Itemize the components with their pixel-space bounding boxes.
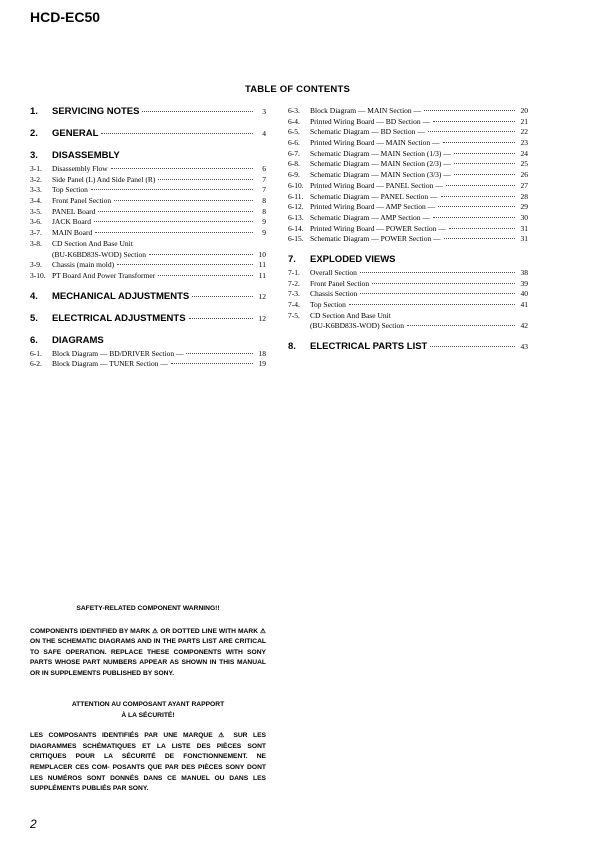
leader-dots	[443, 142, 515, 143]
entry-number: 3-4.	[30, 196, 42, 206]
toc-entry[interactable]	[288, 321, 528, 332]
entry-page: 7	[262, 185, 266, 195]
entry-page: 18	[258, 348, 266, 358]
page-number: 2	[30, 817, 37, 831]
entry-number: 6-14.	[288, 223, 304, 233]
entry-title: JACK Board	[52, 217, 91, 227]
entry-title: MAIN Board	[52, 228, 93, 238]
entry-title: Side Panel (L) And Side Panel (R)	[52, 174, 156, 184]
entry-page: 9	[262, 228, 266, 238]
toc-entry[interactable]	[288, 289, 528, 300]
entry-page: 28	[520, 191, 528, 201]
leader-dots	[158, 275, 253, 276]
leader-dots	[117, 264, 253, 265]
spacer	[288, 245, 528, 254]
toc-entry[interactable]	[288, 279, 528, 290]
leader-dots	[186, 353, 253, 354]
toc-entry[interactable]	[288, 192, 528, 203]
entry-title: Schematic Diagram — MAIN Section (2/3) —	[310, 159, 451, 169]
entry-number: 3-10.	[30, 270, 46, 280]
toc-entry[interactable]	[288, 170, 528, 181]
entry-number: 3.	[30, 150, 38, 161]
entry-page: 8	[262, 196, 266, 206]
entry-title: ELECTRICAL PARTS LIST	[310, 341, 428, 353]
entry-page: 3	[262, 107, 266, 116]
toc-entry[interactable]	[288, 202, 528, 213]
leader-dots	[94, 221, 253, 222]
leader-dots	[349, 304, 515, 305]
leader-dots	[189, 318, 253, 319]
entry-number: 3-2.	[30, 174, 42, 184]
leader-dots	[441, 196, 515, 197]
entry-page: 19	[258, 359, 266, 369]
entry-title: Schematic Diagram — MAIN Section (1/3) —	[310, 148, 451, 158]
leader-dots	[424, 110, 515, 111]
entry-page: 11	[258, 270, 266, 280]
toc-entry[interactable]	[288, 159, 528, 170]
entry-title: Top Section	[310, 300, 346, 309]
entry-number: 6-10.	[288, 180, 304, 190]
entry-title: (BU-K6BD83S-WOD) Section	[52, 249, 146, 259]
entry-page: 9	[262, 217, 266, 227]
toc-section[interactable]	[30, 291, 266, 304]
entry-title: (BU-K6BD83S-WOD) Section	[310, 321, 404, 331]
entry-title: SERVICING NOTES	[52, 106, 140, 117]
entry-title: DISASSEMBLY	[52, 150, 120, 161]
toc-section[interactable]	[30, 150, 266, 163]
leader-dots	[101, 133, 253, 134]
entry-title: Front Panel Section	[52, 196, 112, 206]
entry-page: 8	[262, 206, 266, 216]
leader-dots	[98, 211, 253, 212]
toc-right-column	[288, 106, 528, 354]
entry-title: Printed Wiring Board — POWER Section —	[310, 223, 446, 233]
entry-number: 6-13.	[288, 212, 304, 222]
toc-entry[interactable]	[30, 164, 266, 175]
entry-page: 42	[520, 321, 528, 331]
entry-title: Printed Wiring Board — PANEL Section —	[310, 180, 443, 190]
entry-number: 3-9.	[30, 260, 42, 270]
toc-entry[interactable]	[30, 175, 266, 186]
entry-number: 7-2.	[288, 278, 300, 288]
safety-warning-french	[30, 700, 266, 795]
toc-section[interactable]	[30, 335, 266, 348]
leader-dots	[149, 254, 253, 255]
entry-number: 6-8.	[288, 159, 300, 169]
entry-title: Disassembly Flow	[52, 164, 108, 173]
toc-entry[interactable]	[30, 196, 266, 207]
entry-number: 6-15.	[288, 234, 304, 244]
entry-page: 38	[520, 267, 528, 277]
entry-page: 27	[520, 180, 528, 190]
spacer	[288, 332, 528, 341]
entry-title: MECHANICAL ADJUSTMENTS	[52, 290, 190, 302]
leader-dots	[446, 185, 515, 186]
entry-number: 3-8.	[30, 238, 42, 248]
entry-number: 7-1.	[288, 267, 300, 277]
entry-page: 43	[520, 342, 528, 352]
entry-number: 2.	[30, 128, 38, 139]
warning-heading-fr	[30, 700, 266, 721]
entry-page: 6	[262, 164, 266, 173]
entry-page: 30	[520, 212, 528, 222]
model-name: HCD-EC50	[30, 9, 101, 25]
entry-number: 1.	[30, 106, 38, 117]
entry-number: 6-3.	[288, 106, 300, 115]
warning-body: COMPONENTS IDENTIFIED BY MARK ⚠ OR DOTTED LINE WITH MARK ⚠ ON THE SCHEMATIC DIAGRAMS AND IN THE PARTS LIST ARE CRITICAL TO SAFE OPERATION. REPLACE THESE COMPONENTS WITH SONY PARTS WHOSE PART NUMBERS APPEAR AS SHOWN IN THIS MANUAL OR IN SUPPLEMENTS PUBLISHED BY SONY.	[30, 627, 266, 677]
toc-entry[interactable]	[288, 181, 528, 192]
leader-dots	[372, 283, 515, 284]
leader-dots	[142, 111, 253, 112]
leader-dots	[428, 131, 515, 132]
entry-number: 4.	[30, 290, 38, 302]
toc-entry[interactable]	[30, 359, 266, 370]
entry-number: 6-11.	[288, 191, 304, 201]
toc-section[interactable]	[288, 341, 528, 354]
spacer	[30, 141, 266, 150]
toc-left-column	[30, 106, 266, 370]
leader-dots	[407, 325, 515, 326]
entry-title: Block Diagram — TUNER Section —	[52, 359, 168, 369]
entry-number: 6-9.	[288, 170, 300, 180]
entry-page: 20	[520, 106, 528, 115]
toc-entry[interactable]	[288, 138, 528, 149]
entry-page: 26	[520, 170, 528, 180]
toc-section[interactable]	[30, 313, 266, 326]
entry-page: 12	[258, 313, 266, 323]
entry-title: CD Section And Base Unit	[310, 310, 391, 320]
entry-number: 7-4.	[288, 300, 300, 309]
entry-title: Chassis (main mold)	[52, 260, 115, 270]
toc-section[interactable]	[30, 128, 266, 141]
entry-number: 6-5.	[288, 127, 300, 137]
entry-title: Printed Wiring Board — BD Section —	[310, 116, 430, 126]
leader-dots	[454, 174, 515, 175]
entry-title: CD Section And Base Unit	[52, 238, 133, 248]
entry-title: Chassis Section	[310, 289, 358, 299]
toc-entry[interactable]	[288, 224, 528, 235]
entry-title: Block Diagram — BD/DRIVER Section —	[52, 348, 184, 358]
entry-page: 21	[520, 116, 528, 126]
entry-number: 7.	[288, 253, 296, 265]
entry-number: 3-3.	[30, 185, 42, 195]
leader-dots	[192, 296, 253, 297]
entry-page: 40	[520, 289, 528, 299]
entry-number: 6-7.	[288, 148, 300, 158]
toc-entry[interactable]	[30, 260, 266, 271]
toc-section[interactable]	[288, 254, 528, 267]
leader-dots	[360, 293, 515, 294]
warning-heading: SAFETY-RELATED COMPONENT WARNING!!	[76, 605, 220, 612]
entry-page: 10	[258, 249, 266, 259]
leader-dots	[449, 228, 515, 229]
entry-title: Block Diagram — MAIN Section —	[310, 106, 422, 115]
entry-title: PT Board And Power Transformer	[52, 270, 156, 280]
toc-section[interactable]	[30, 106, 266, 119]
entry-number: 3-1.	[30, 164, 42, 173]
entry-number: 6-12.	[288, 202, 304, 212]
entry-page: 4	[262, 129, 266, 138]
entry-number: 6-1.	[30, 348, 42, 358]
warning-heading-fr-line2: À LA SÉCURITÉ!	[121, 711, 175, 719]
entry-title: Schematic Diagram — PANEL Section —	[310, 191, 438, 201]
leader-dots	[111, 168, 253, 169]
leader-dots	[454, 153, 515, 154]
entry-number: 7-5.	[288, 310, 300, 320]
entry-page: 25	[520, 159, 528, 169]
leader-dots	[438, 206, 515, 207]
entry-page: 23	[520, 138, 528, 148]
entry-title: Schematic Diagram — AMP Section —	[310, 212, 430, 222]
safety-warning-english	[30, 604, 266, 680]
spacer	[30, 119, 266, 128]
leader-dots	[454, 163, 515, 164]
toc-entry[interactable]	[30, 271, 266, 282]
entry-number: 3-6.	[30, 217, 42, 227]
entry-page: 39	[520, 278, 528, 288]
entry-page: 12	[258, 291, 266, 301]
toc-entry[interactable]	[30, 228, 266, 239]
toc-entry[interactable]	[288, 213, 528, 224]
entry-title: Schematic Diagram — POWER Section —	[310, 234, 441, 244]
entry-number: 7-3.	[288, 289, 300, 299]
toc-entry[interactable]	[30, 349, 266, 360]
toc-entry[interactable]	[30, 239, 266, 250]
toc-entry[interactable]	[288, 311, 528, 322]
entry-title: Printed Wiring Board — MAIN Section —	[310, 138, 440, 148]
entry-title: GENERAL	[52, 128, 99, 139]
toc-entry[interactable]	[288, 234, 528, 245]
spacer	[30, 304, 266, 313]
entry-page: 31	[520, 223, 528, 233]
entry-title: ELECTRICAL ADJUSTMENTS	[52, 312, 186, 324]
leader-dots	[444, 238, 515, 239]
entry-number: 3-7.	[30, 228, 42, 238]
leader-dots	[171, 363, 253, 364]
entry-page: 11	[258, 260, 266, 270]
toc-entry[interactable]	[288, 117, 528, 128]
entry-page: 24	[520, 148, 528, 158]
leader-dots	[433, 217, 515, 218]
leader-dots	[95, 232, 253, 233]
entry-number: 6-6.	[288, 138, 300, 148]
toc-entry[interactable]	[288, 300, 528, 311]
toc-title: TABLE OF CONTENTS	[244, 84, 351, 95]
entry-page: 22	[520, 127, 528, 137]
toc-entry[interactable]	[288, 127, 528, 138]
spacer	[30, 326, 266, 335]
entry-title: EXPLODED VIEWS	[310, 253, 396, 265]
entry-number: 5.	[30, 312, 38, 324]
toc-entry[interactable]	[288, 106, 528, 117]
leader-dots	[158, 179, 253, 180]
entry-number: 6-2.	[30, 359, 42, 369]
warning-heading-fr-line1: ATTENTION AU COMPOSANT AYANT RAPPORT	[71, 701, 225, 708]
entry-title: Front Panel Section	[310, 278, 370, 288]
leader-dots	[114, 200, 253, 201]
entry-title: PANEL Board	[52, 206, 96, 216]
entry-title: DIAGRAMS	[52, 334, 104, 346]
leader-dots	[360, 272, 515, 273]
toc-entry[interactable]	[30, 207, 266, 218]
entry-title: Schematic Diagram — BD Section —	[310, 127, 425, 137]
entry-title: Overall Section	[310, 267, 357, 277]
toc-entry[interactable]	[288, 149, 528, 160]
spacer	[30, 282, 266, 291]
entry-number: 6.	[30, 334, 38, 346]
entry-title: Top Section	[52, 185, 88, 195]
entry-page: 41	[520, 300, 528, 309]
entry-number: 8.	[288, 341, 296, 353]
leader-dots	[91, 189, 253, 190]
entry-page: 29	[520, 202, 528, 212]
toc-entry[interactable]	[30, 250, 266, 261]
toc-entry[interactable]	[30, 185, 266, 196]
leader-dots	[430, 346, 515, 347]
warning-body-fr: LES COMPOSANTS IDENTIFIÉS PAR UNE MARQUE ⚠ SUR LES DIAGRAMMES SCHÉMATIQUES ET LA LISTE DES PIÈCES SONT CRITIQUES POUR LA SÉCURITÉ DE FONCTIONNEMENT. NE REMPLACER CES COM- POSANTS QUE PAR DES PIÈCES SONY DONT LES NUMÉROS SONT DONNÉS DANS CE MANUEL OU DANS LES SUPPLÉMENTS PUBLIÉS PAR SONY.	[30, 732, 266, 793]
entry-page: 7	[262, 174, 266, 184]
leader-dots	[433, 121, 515, 122]
entry-number: 3-5.	[30, 206, 42, 216]
toc-entry[interactable]	[288, 268, 528, 279]
toc-entry[interactable]	[30, 217, 266, 228]
entry-number: 6-4.	[288, 116, 300, 126]
entry-title: Schematic Diagram — MAIN Section (3/3) —	[310, 170, 451, 180]
entry-title: Printed Wiring Board — AMP Section —	[310, 202, 436, 212]
entry-page: 31	[520, 234, 528, 244]
